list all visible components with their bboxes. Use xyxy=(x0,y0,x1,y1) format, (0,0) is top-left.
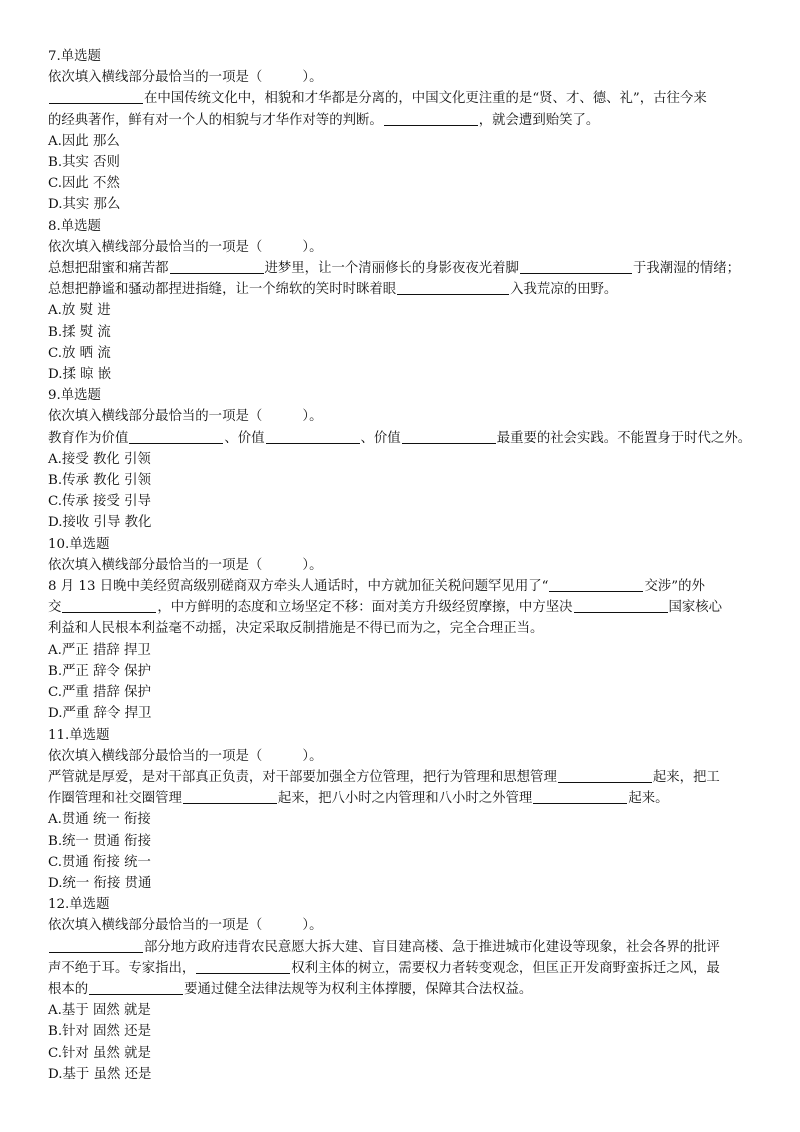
question-header: 11.单选题 xyxy=(48,727,110,743)
answer-option: C.放 晒 流 xyxy=(48,345,111,361)
passage-text: 进梦里，让一个清丽修长的身影夜夜光着脚 xyxy=(264,261,519,277)
answer-option: C.因此 不然 xyxy=(48,176,120,192)
passage-text: 要通过健全法律法规等为权利主体撑腰，保障其合法权益。 xyxy=(184,981,533,997)
fill-blank xyxy=(49,89,143,104)
answer-option: A.贯通 统一 衔接 xyxy=(48,812,151,828)
fill-blank xyxy=(520,259,632,274)
fill-blank xyxy=(62,598,156,613)
passage-text: 最重要的社会实践。不能置身于时代之外。 xyxy=(496,430,752,446)
question-block xyxy=(48,385,760,533)
fill-blank xyxy=(533,789,627,804)
fill-blank xyxy=(89,980,183,995)
question-block xyxy=(48,534,760,725)
question-block xyxy=(48,46,760,216)
answer-option: D.其实 那么 xyxy=(48,197,121,213)
passage-text: 国家核心 xyxy=(668,600,723,616)
fill-blank xyxy=(196,959,290,974)
answer-option: C.严重 措辞 保护 xyxy=(48,685,151,701)
answer-option: C.针对 虽然 就是 xyxy=(48,1045,151,1061)
answer-option: B.揉 熨 流 xyxy=(48,324,111,340)
fill-blank xyxy=(397,280,509,295)
question-document xyxy=(48,46,760,1085)
passage-text: ，就会遭到贻笑了。 xyxy=(478,112,600,128)
fill-blank xyxy=(402,429,496,444)
passage-line xyxy=(48,576,760,597)
passage-line xyxy=(48,767,760,788)
answer-option: B.严正 辞令 保护 xyxy=(48,663,151,679)
passage-line xyxy=(48,937,760,958)
passage-text: 教育作为价值 xyxy=(48,430,129,446)
fill-blank xyxy=(49,938,143,953)
passage-text: 在中国传统文化中，相貌和才华都是分离的，中国文化更注重的是“贤、才、德、礼”，古往今来 xyxy=(144,91,707,107)
passage-text: 于我潮湿的情绪； xyxy=(632,261,741,277)
fill-blank xyxy=(183,789,277,804)
passage-line xyxy=(48,597,760,618)
answer-option: A.严正 措辞 捍卫 xyxy=(48,642,151,658)
passage-line xyxy=(48,979,760,1000)
passage-text: 、价值 xyxy=(360,430,401,446)
question-block xyxy=(48,725,760,895)
question-header: 7.单选题 xyxy=(48,49,101,64)
question-header: 12.单选题 xyxy=(48,897,110,913)
passage-line xyxy=(48,618,760,639)
passage-text: 作圈管理和社交圈管理 xyxy=(48,791,182,807)
fill-blank xyxy=(574,598,668,613)
answer-option: D.基于 虽然 还是 xyxy=(48,1066,152,1082)
passage-line xyxy=(48,279,760,300)
passage-text: ，中方鲜明的态度和立场坚定不移：面对美方升级经贸摩擦，中方坚决 xyxy=(157,600,573,616)
answer-option: B.统一 贯通 衔接 xyxy=(48,833,151,849)
passage-text: 起来，把工 xyxy=(652,769,720,785)
answer-option: C.贯通 衔接 统一 xyxy=(48,854,151,870)
fill-blank xyxy=(558,768,652,783)
question-prompt: 依次填入横线部分最恰当的一项是（ ）。 xyxy=(48,239,323,255)
answer-option: D.统一 衔接 贯通 xyxy=(48,875,152,891)
passage-text: 交 xyxy=(48,600,62,616)
fill-blank xyxy=(266,429,360,444)
passage-text: 交涉”的外 xyxy=(644,579,705,595)
answer-option: A.因此 那么 xyxy=(48,133,120,149)
answer-option: D.严重 辞令 捍卫 xyxy=(48,706,152,722)
question-block xyxy=(48,216,760,386)
passage-line xyxy=(48,428,760,449)
question-prompt: 依次填入横线部分最恰当的一项是（ ）。 xyxy=(48,748,323,764)
question-prompt: 依次填入横线部分最恰当的一项是（ ）。 xyxy=(48,557,323,573)
passage-line xyxy=(48,110,760,131)
passage-line xyxy=(48,958,760,979)
passage-text: 起来，把八小时之内管理和八小时之外管理 xyxy=(277,791,533,807)
question-prompt: 依次填入横线部分最恰当的一项是（ ）。 xyxy=(48,918,323,934)
passage-text: 、价值 xyxy=(224,430,265,446)
passage-text: 利益和人民根本利益毫不动摇，决定采取反制措施是不得已而为之，完全合理正当。 xyxy=(48,621,544,637)
passage-text: 起来。 xyxy=(628,791,669,807)
passage-text: 8 月 13 日晚中美经贸高级别磋商双方牵头人通话时，中方就加征关税问题罕见用了“ xyxy=(48,579,549,595)
passage-text: 的经典著作，鲜有对一个人的相貌与才华作对等的判断。 xyxy=(48,112,383,128)
question-header: 9.单选题 xyxy=(48,388,101,404)
passage-line xyxy=(48,88,760,109)
fill-blank xyxy=(549,577,643,592)
question-header: 8.单选题 xyxy=(48,218,101,234)
answer-option: B.针对 固然 还是 xyxy=(48,1024,151,1040)
fill-blank xyxy=(384,111,478,126)
passage-text: 声不绝于耳。专家指出， xyxy=(48,960,196,976)
answer-option: C.传承 接受 引导 xyxy=(48,494,151,510)
passage-text: 根本的 xyxy=(48,981,89,997)
fill-blank xyxy=(170,259,264,274)
passage-text: 入我荒凉的田野。 xyxy=(510,282,618,298)
fill-blank xyxy=(129,429,223,444)
question-prompt: 依次填入横线部分最恰当的一项是（ ）。 xyxy=(48,70,323,86)
answer-option: A.接受 教化 引领 xyxy=(48,451,151,467)
answer-option: A.放 熨 进 xyxy=(48,303,111,319)
passage-line xyxy=(48,788,760,809)
question-prompt: 依次填入横线部分最恰当的一项是（ ）。 xyxy=(48,409,323,425)
passage-text: 严管就是厚爱，是对干部真正负责，对干部要加强全方位管理，把行为管理和思想管理 xyxy=(48,769,557,785)
passage-line xyxy=(48,258,760,279)
answer-option: A.基于 固然 就是 xyxy=(48,1003,151,1019)
question-block xyxy=(48,894,760,1085)
passage-text: 总想把甜蜜和痛苦都 xyxy=(48,261,169,277)
question-header: 10.单选题 xyxy=(48,536,110,552)
answer-option: D.接收 引导 教化 xyxy=(48,515,152,531)
passage-text: 部分地方政府违背农民意愿大拆大建、盲目建高楼、急于推进城市化建设等现象，社会各界的批评 xyxy=(144,939,720,955)
answer-option: B.其实 否则 xyxy=(48,155,120,171)
answer-option: D.揉 晾 嵌 xyxy=(48,367,112,383)
passage-text: 总想把静谧和骚动都捏进指缝，让一个绵软的笑时时眯着眼 xyxy=(48,282,397,298)
passage-text: 权利主体的树立，需要权力者转变观念，但匡正开发商野蛮拆迁之风，最 xyxy=(291,960,720,976)
answer-option: B.传承 教化 引领 xyxy=(48,473,151,489)
